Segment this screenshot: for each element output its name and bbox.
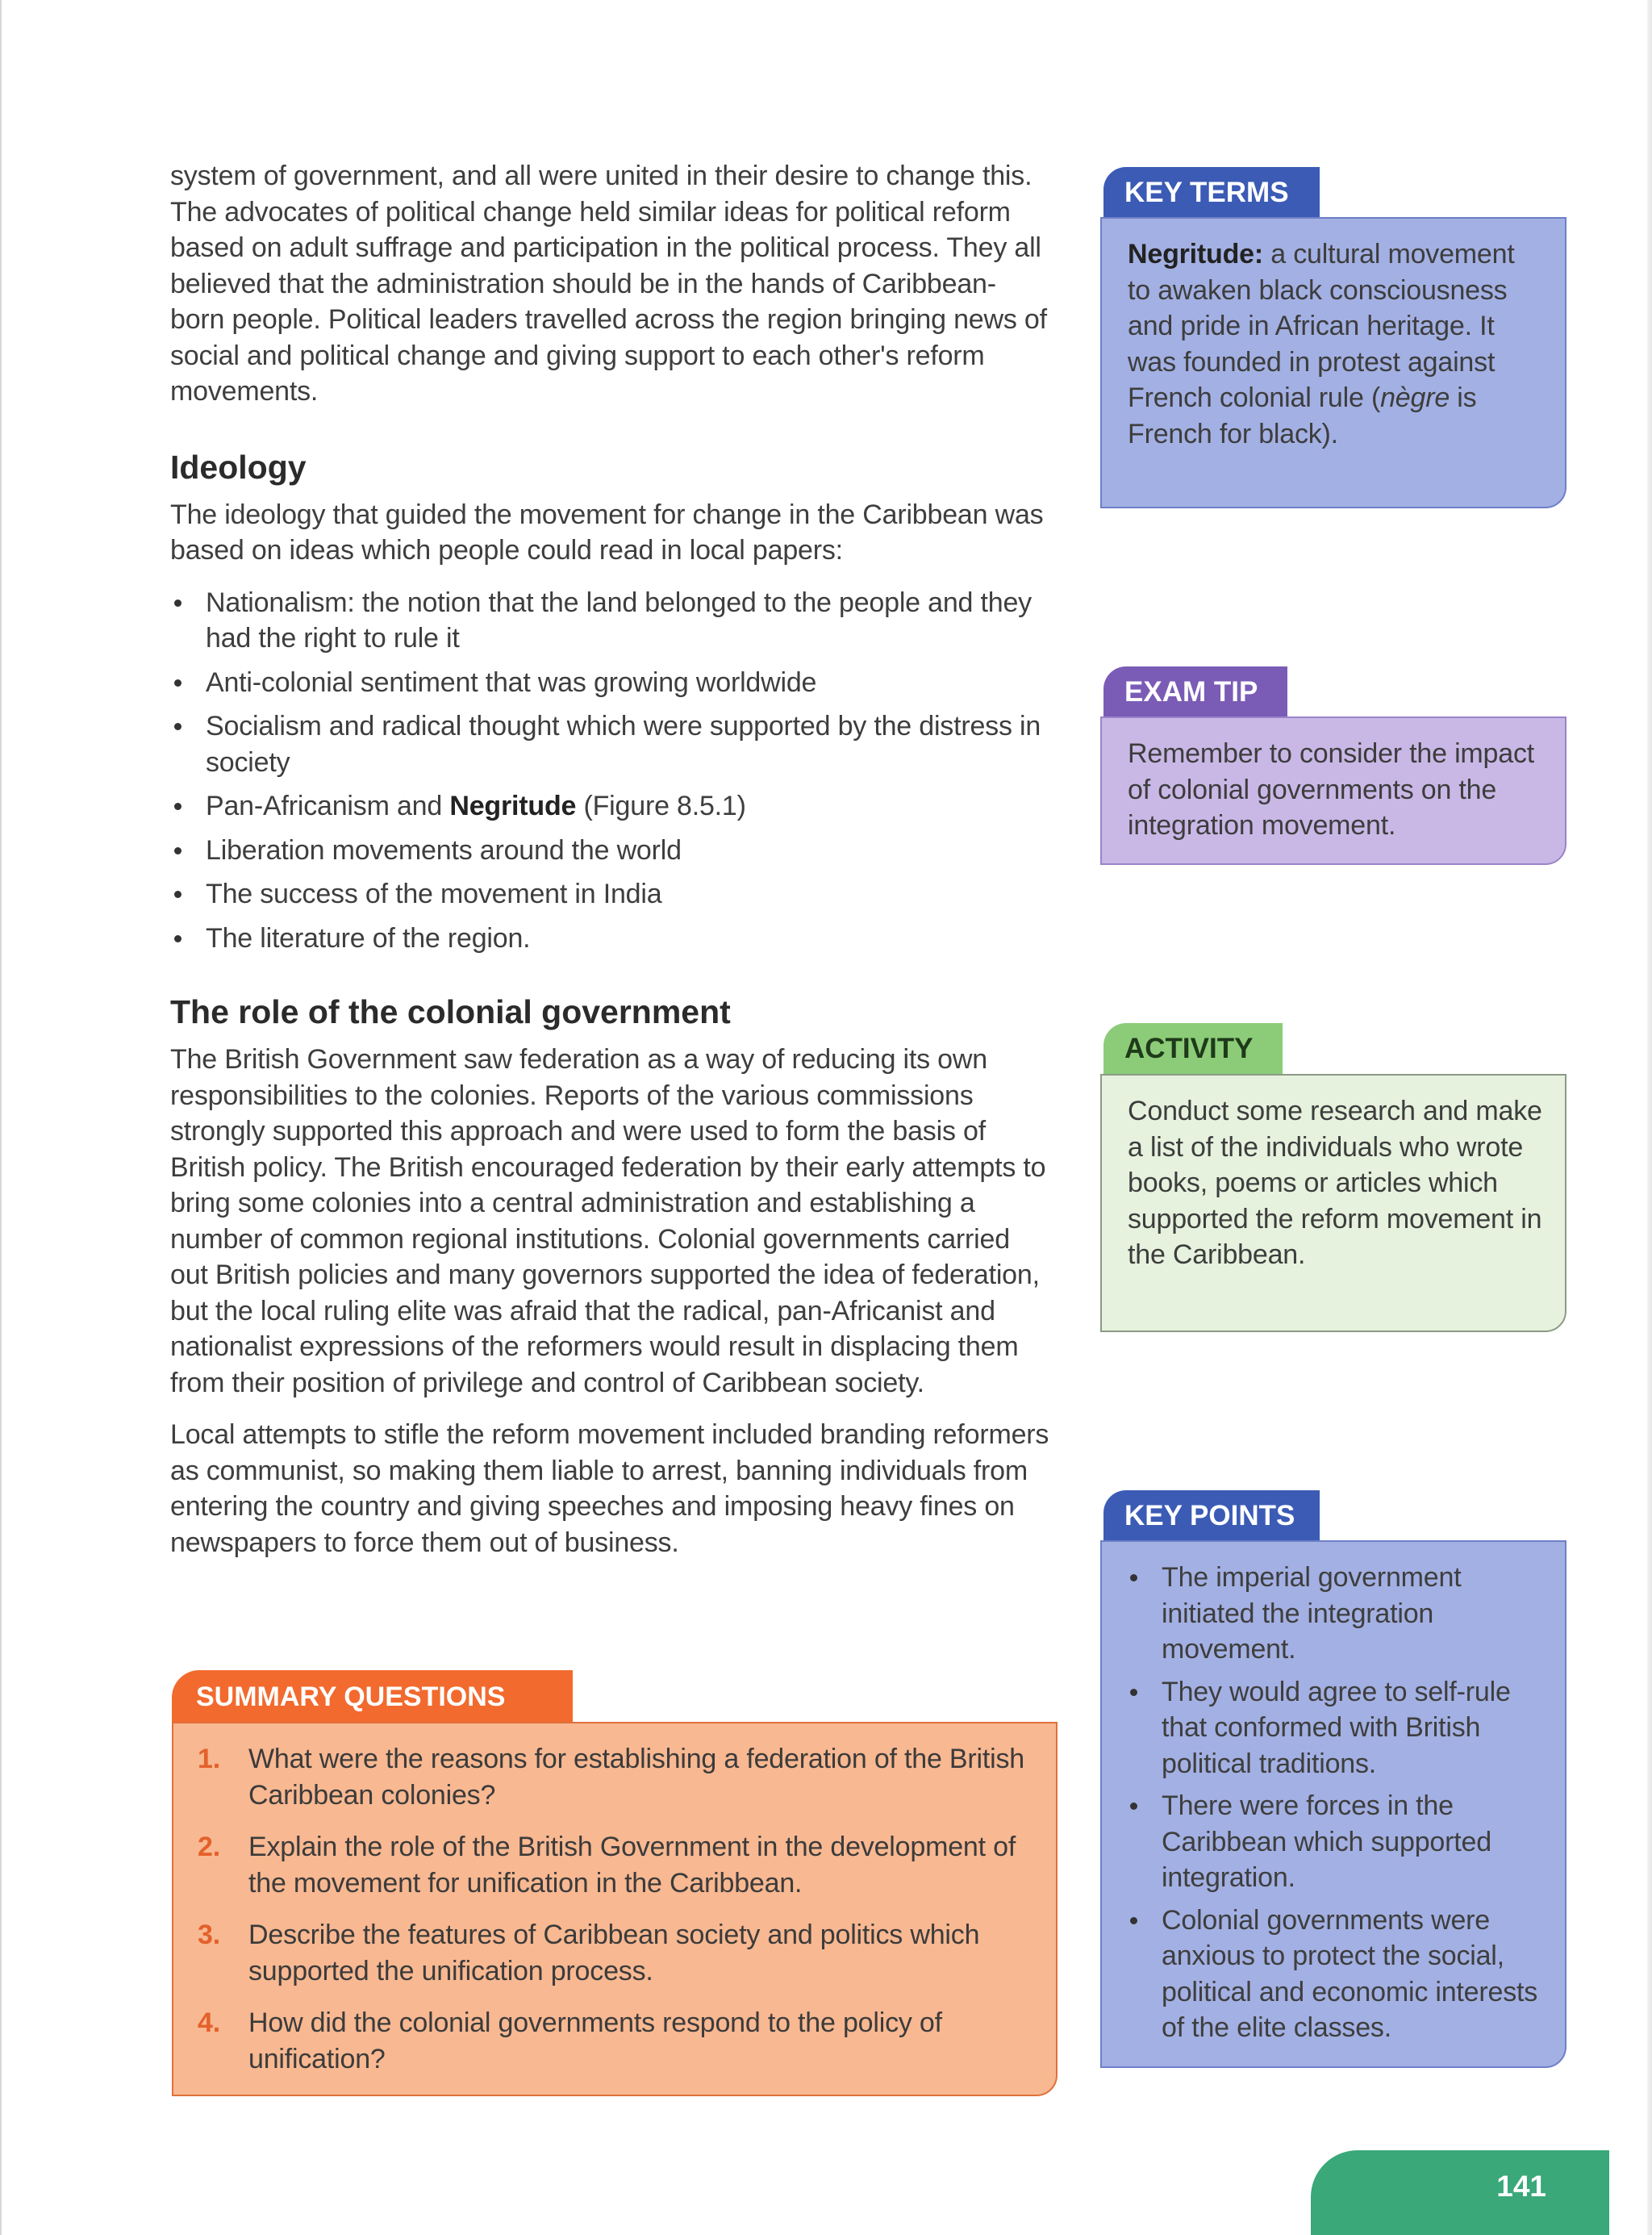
activity-tab: ACTIVITY: [1103, 1023, 1283, 1075]
question-number: 2.: [198, 1832, 220, 1862]
key-term-definition: a cultural movement to awaken black consciousness and pride in African heritage. It was founded in protest against French colonial rule (: [1128, 239, 1515, 413]
exam-tip-text: Remember to consider the impact of colonial governments on the integration movement.: [1128, 738, 1535, 841]
ideology-list: [170, 585, 1049, 957]
summary-questions-tab: SUMMARY QUESTIONS: [172, 1670, 573, 1723]
question-number: 4.: [198, 2007, 220, 2038]
list-item: Liberation movements around the world: [170, 833, 1049, 869]
key-points-tab: KEY POINTS: [1103, 1490, 1320, 1542]
question-text: Describe the features of Caribbean society and politics which supported the unification process.: [248, 1920, 980, 1986]
list-item-bold-term: Negritude: [449, 791, 577, 821]
list-item: Nationalism: the notion that the land belonged to the people and they had the right to rule it: [170, 585, 1049, 657]
list-item: They would agree to self-rule that conformed with British political traditions.: [1126, 1674, 1544, 1782]
activity-text: Conduct some research and make a list of the individuals who wrote books, poems or articles which supported the reform movement in the Caribbean.: [1128, 1096, 1542, 1270]
list-item-pan-africanism: [170, 788, 1049, 825]
list-item: Colonial governments were anxious to protect the social, political and economic interests of the elite classes.: [1126, 1903, 1544, 2046]
colonial-paragraph-2: Local attempts to stifle the reform movement included branding reformers as communist, so making them liable to arrest, banning individuals from entering the country and giving speeches and imposing heavy fines on newspapers to force them out of business.: [170, 1419, 1049, 1558]
key-term-italic-word: nègre: [1380, 382, 1450, 413]
ideology-heading: Ideology: [170, 448, 307, 486]
page-right-edge: [1647, 0, 1652, 2235]
key-term: Negritude:: [1128, 239, 1264, 269]
key-term-definition-end: is French for black).: [1128, 382, 1477, 449]
key-terms-box: [1100, 217, 1566, 508]
colonial-heading: The role of the colonial government: [170, 993, 731, 1030]
exam-tip-tab: EXAM TIP: [1103, 666, 1287, 718]
list-item: The success of the movement in India: [170, 876, 1049, 913]
page-left-edge: [0, 0, 2, 2235]
page-number: 141: [1496, 2170, 1546, 2203]
key-points-box: [1100, 1540, 1566, 2068]
list-item-figure-ref: (Figure 8.5.1): [576, 791, 746, 821]
question-text: How did the colonial governments respond to the policy of unification?: [248, 2007, 942, 2074]
question-item: [198, 1741, 1032, 1813]
question-item: [198, 2005, 1032, 2077]
list-item-text: Pan-Africanism and: [206, 791, 450, 821]
question-number: 1.: [198, 1744, 220, 1774]
ideology-paragraph: The ideology that guided the movement for change in the Caribbean was based on ideas which people could read in local papers:: [170, 499, 1044, 566]
exam-tip-box: [1100, 716, 1566, 865]
intro-paragraph: system of government, and all were united in their desire to change this. The advocates of political change held similar ideas for political reform based on adult suffrage and participation in the political process. They all believed that the administration should be in the hands of Caribbean-born people. Political leaders travelled across the region bringing news of social and political change and giving support to each other's reform movements.: [170, 161, 1047, 407]
question-item: [198, 1829, 1032, 1901]
question-item: [198, 1917, 1032, 1989]
key-terms-tab: KEY TERMS: [1103, 167, 1320, 219]
list-item: There were forces in the Caribbean which supported integration.: [1126, 1788, 1544, 1896]
summary-questions-box: [172, 1722, 1058, 2096]
page-number-tab: [1311, 2150, 1609, 2235]
question-text: What were the reasons for establishing a federation of the British Caribbean colonies?: [248, 1744, 1024, 1811]
list-item: Anti-colonial sentiment that was growing worldwide: [170, 665, 1049, 701]
list-item: The imperial government initiated the integration movement.: [1126, 1560, 1544, 1668]
key-points-list: [1126, 1560, 1544, 2046]
list-item: Socialism and radical thought which were supported by the distress in society: [170, 708, 1049, 780]
main-column: [170, 158, 1049, 1560]
list-item: The literature of the region.: [170, 921, 1049, 957]
activity-box: [1100, 1074, 1566, 1332]
colonial-paragraph-1: The British Government saw federation as a way of reducing its own responsibilities to the colonies. Reports of the various commissions strongly supported this approach and were used to form the basis of British policy. The British encouraged federation by their early attempts to bring some colonies into a central administration and establishing a number of common regional institutions. Colonial governments carried out British policies and many governors supported the idea of federation, but the local ruling elite was afraid that the radical, pan-Africanist and nationalist expressions of the reformers would result in displacing them from their position of privilege and control of Caribbean society.: [170, 1044, 1046, 1398]
question-text: Explain the role of the British Government in the development of the movement for unification in the Caribbean.: [248, 1832, 1016, 1899]
question-number: 3.: [198, 1920, 220, 1950]
